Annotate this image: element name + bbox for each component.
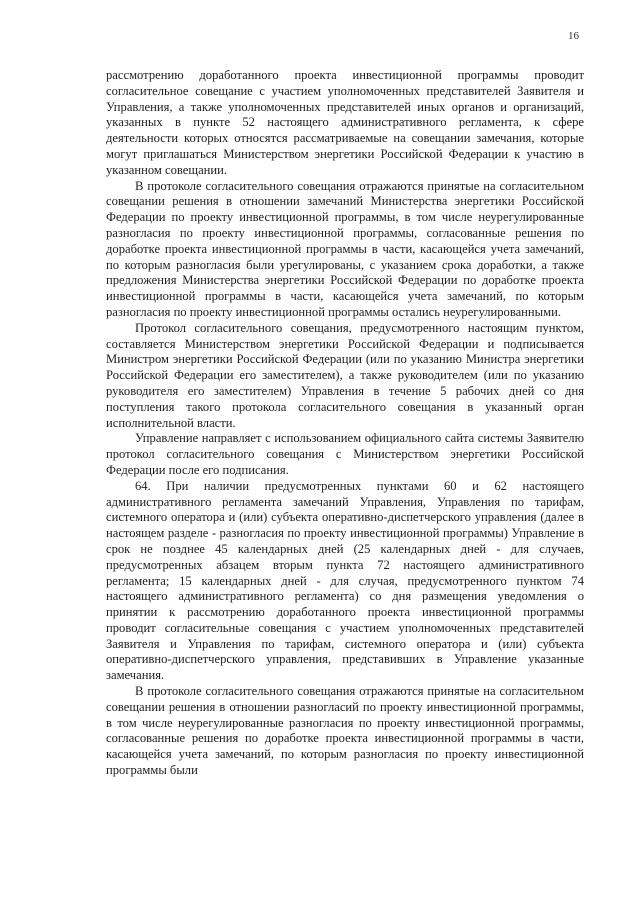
paragraph-item-64: 64. При наличии предусмотренных пунктами 60 и 62 настоящего административного регламента замечаний Управления, Управления по тарифам, системного оператора и (или) субъекта оперативно-диспетчерского управления (далее в настоящем разделе - разногласия по проекту инвестиционной программы) Управление в срок не позднее 45 календарных дней (25 календарных дней - для случаев, предусмотренных абзацем вторым пункта 72 настоящего административного регламента; 15 календарных дней - для случая, предусмотренного пунктом 74 настоящего административного регламента) со дня размещения уведомления о принятии к рассмотрению доработанного проекта инвестиционной программы проводит согласительные совещания с участием уполномоченных представителей Заявителя и Управления по тарифам, системного оператора и (или) субъекта оперативно-диспетчерского управления, представивших в Управление указанные замечания. xyxy=(106,478,584,683)
paragraph-protocol-signing: Протокол согласительного совещания, предусмотренного настоящим пунктом, составляется Министерством энергетики Российской Федерации и подписывается Министром энергетики Российской Федерации (или по указанию Министра энергетики Российской Федерации его заместителем), а также руководителем (или по указанию руководителя его заместителем) Управления в течение 5 рабочих дней со дня поступления такого протокола согласительного совещания в указанный орган исполнительной власти. xyxy=(106,320,584,430)
document-body xyxy=(106,68,584,779)
paragraph-protocol-content: В протоколе согласительного совещания отражаются принятые на согласительном совещании решения в отношении замечаний Министерства энергетики Российской Федерации по проекту инвестиционной программы, в том числе неурегулированные разногласия по проекту инвестиционной программы, согласованные решения по доработке проекта инвестиционной программы в части, касающейся учета замечаний, по которым разногласия были урегулированы, с указанием срока доработки, а также предложения Министерства энергетики Российской Федерации по доработке проекта инвестиционной программы в части, касающейся учета замечаний, по которым разногласия по проекту инвестиционной программы остались неурегулированными. xyxy=(106,178,584,319)
paragraph-protocol-sending: Управление направляет с использованием официального сайта системы Заявителю протокол согласительного совещания с Министерством энергетики Российской Федерации после его подписания. xyxy=(106,431,584,477)
paragraph-continuation: рассмотрению доработанного проекта инвестиционной программы проводит согласительное совещание с участием уполномоченных представителей Заявителя и Управления, а также уполномоченных представителей иных органов и организаций, указанных в пункте 52 настоящего административного регламента, к сфере деятельности которых относятся рассматриваемые на совещании замечания, которые могут приглашаться Министерством энергетики Российской Федерации к участию в указанном совещании. xyxy=(106,68,584,177)
paragraph-protocol-decisions: В протоколе согласительного совещания отражаются принятые на согласительном совещании решения в отношении разногласий по проекту инвестиционной программы, в том числе неурегулированные разногласия по проекту инвестиционной программы, согласованные решения по доработке проекта инвестиционной программы в части, касающейся учета замечаний, по которым разногласия по проекту инвестиционной программы были xyxy=(106,684,584,778)
page-number: 16 xyxy=(568,30,579,42)
